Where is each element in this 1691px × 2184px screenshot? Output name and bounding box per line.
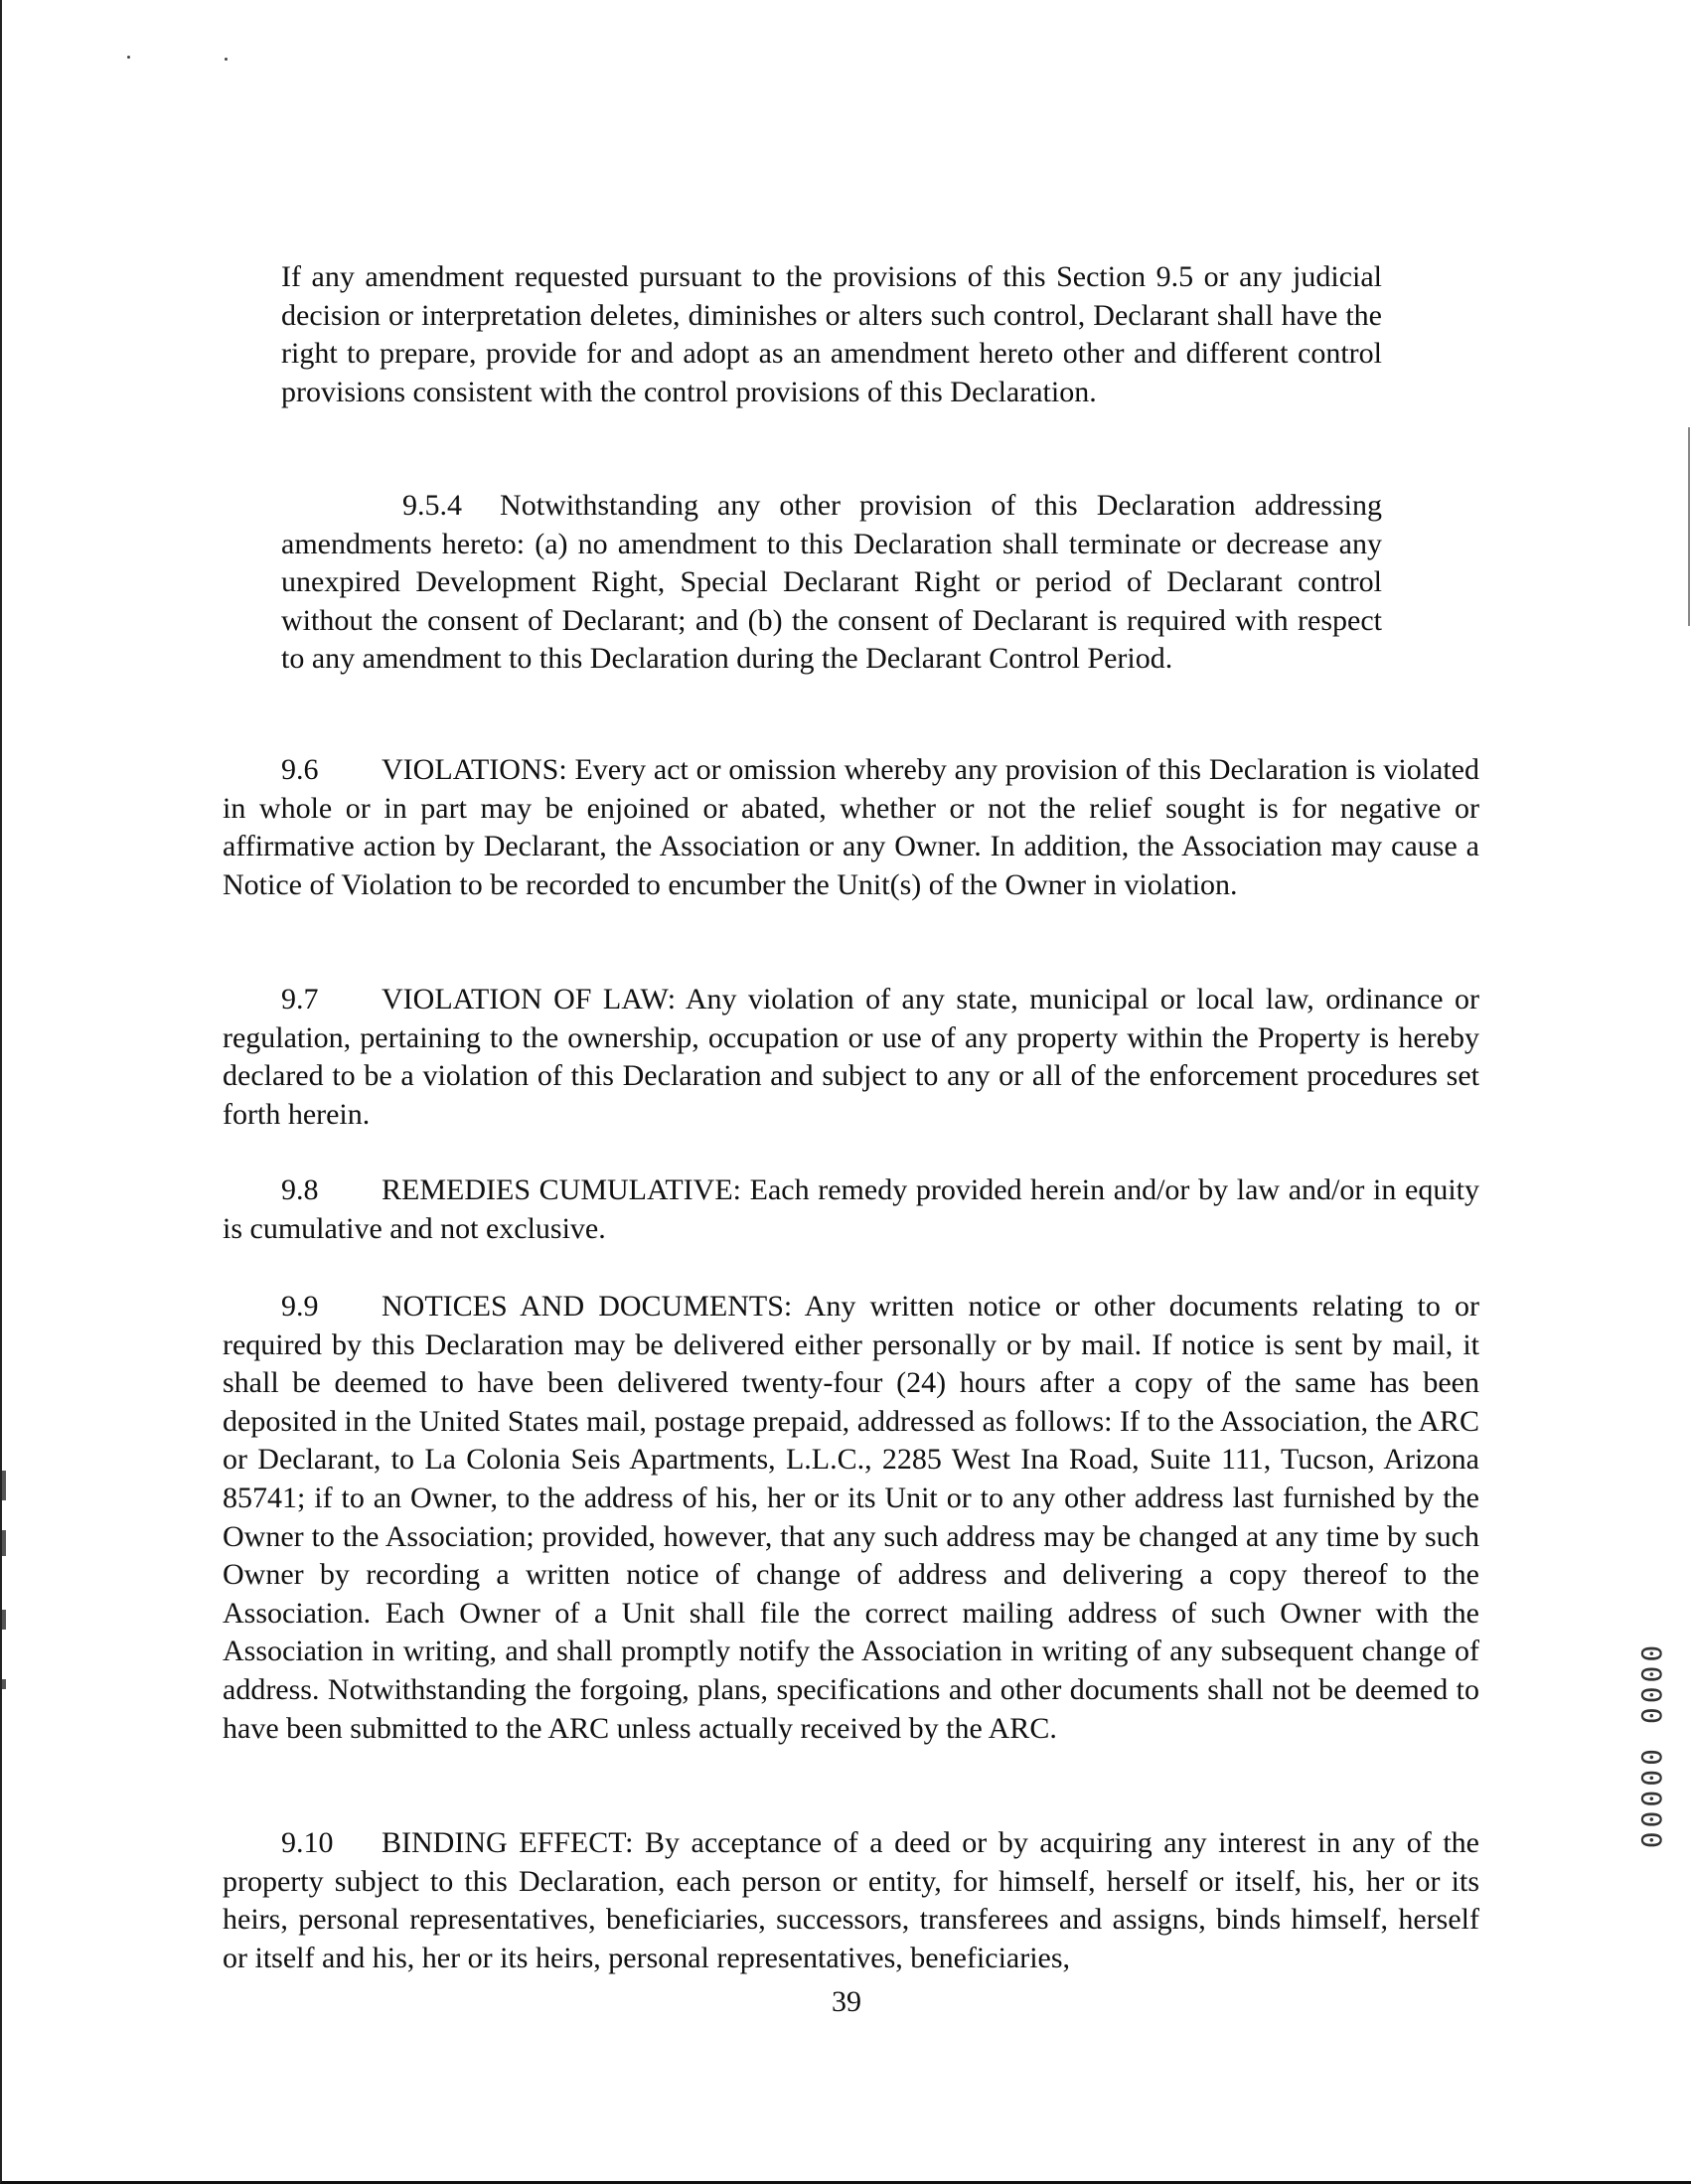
paragraph-9-6 — [223, 751, 1479, 904]
paragraph-text: REMEDIES CUMULATIVE: Each remedy provided herein and/or by law and/or in equity is cumulative and not exclusive. — [223, 1173, 1479, 1245]
paragraph-text: VIOLATION OF LAW: Any violation of any state, municipal or local law, ordinance or regulation, pertaining to the ownership, occupation or use of any property within the Property is hereby declared to be a violation of this Declaration and subject to any or all of the enforcement procedures set forth herein. — [223, 983, 1479, 1131]
scan-edge-tick — [2, 1610, 6, 1630]
margin-recording-stamp — [1631, 1610, 1671, 1888]
scan-speck — [127, 56, 130, 59]
scan-edge-tick — [1688, 427, 1690, 626]
section-number: 9.9 — [281, 1290, 319, 1323]
section-number: 9.7 — [281, 983, 319, 1015]
scan-edge-tick — [2, 1471, 6, 1500]
paragraph-text: BINDING EFFECT: By acceptance of a deed or by acquiring any interest in any of the property subject to this Declaration, each person or entity, for himself, herself or itself, his, her or its heirs, personal representatives, beneficiaries, successors, transferees and assigns, binds himself, herself or itself and his, her or its heirs, personal representatives, beneficiaries, — [223, 1826, 1479, 1974]
paragraph-continuation — [281, 258, 1382, 411]
paragraph-text: NOTICES AND DOCUMENTS: Any written notice or other documents relating to or required by this Declaration may be delivered either personally or by mail. If notice is sent by mail, it shall be deemed to have been delivered twenty-four (24) hours after a copy of the same has been deposited in the United States mail, postage prepaid, addressed as follows: If to the Association, the ARC or Declarant, to La Colonia Seis Apartments, L.L.C., 2285 West Ina Road, Suite 111, Tucson, Arizona 85741; if to an Owner, to the address of his, her or its Unit or to any other address last furnished by the Owner to the Association; provided, however, that any such address may be changed at any time by such Owner by recording a written notice of change of address and delivering a copy thereof to the Association. Each Owner of a Unit shall file the correct mailing address of such Owner with the Association in writing, and shall promptly notify the Association in writing of any subsequent change of address. Notwithstanding the forgoing, plans, specifications and other documents shall not be deemed to have been submitted to the ARC unless actually received by the ARC. — [223, 1290, 1479, 1745]
section-number: 9.10 — [281, 1826, 334, 1859]
section-number: 9.5.4 — [402, 489, 462, 522]
page-number: 39 — [832, 1985, 861, 2018]
paragraph-text: Notwithstanding any other provision of this Declaration addressing amendments hereto: (a) no amendment to this Declaration shall terminate or decrease any unexpired Development Right, Special Declarant Right or period of Declarant control without the consent of Declarant; and (b) the consent of Declarant is required with respect to any amendment to this Declaration during the Declarant Control Period. — [281, 489, 1382, 676]
stamp-text: 0000 00000 — [1634, 1644, 1668, 1853]
paragraph-9-7 — [223, 981, 1479, 1134]
paragraph-9-8 — [223, 1171, 1479, 1248]
paragraph-9-9 — [223, 1288, 1479, 1748]
section-number: 9.8 — [281, 1173, 319, 1206]
section-number: 9.6 — [281, 753, 319, 786]
scan-edge-tick — [2, 1530, 6, 1556]
paragraph-text: VIOLATIONS: Every act or omission whereby any provision of this Declaration is violated in whole or in part may be enjoined or abated, whether or not the relief sought is for negative or affirmative action by Declarant, the Association or any Owner. In addition, the Association may cause a Notice of Violation to be recorded to encumber the Unit(s) of the Owner in violation. — [223, 753, 1479, 901]
paragraph-9-5-4 — [281, 487, 1382, 679]
paragraph-9-10 — [223, 1824, 1479, 1977]
scan-speck — [225, 58, 228, 61]
scan-edge-tick — [2, 1679, 6, 1689]
paragraph-text: If any amendment requested pursuant to the provisions of this Section 9.5 or any judicial decision or interpretation deletes, diminishes or alters such control, Declarant shall have the right to prepare, provide for and adopt as an amendment hereto other and different control provisions consistent with the control provisions of this Declaration. — [281, 260, 1382, 408]
